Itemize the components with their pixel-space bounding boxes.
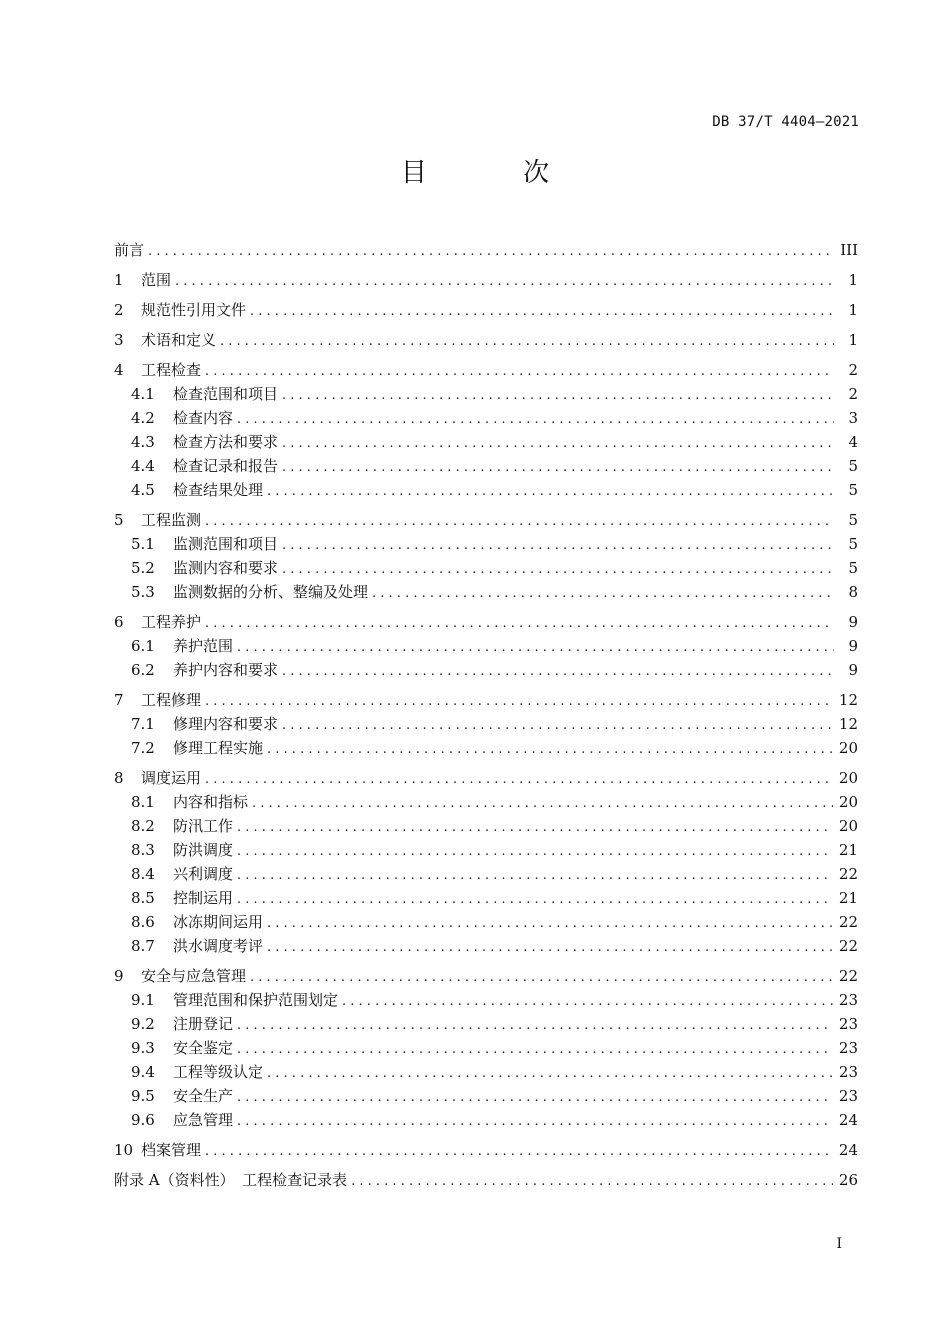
- toc-dot-leader: [282, 436, 834, 451]
- toc-dot-leader: [205, 514, 834, 529]
- toc-dot-leader: [205, 364, 834, 379]
- toc-entry[interactable]: [114, 1085, 858, 1109]
- toc-entry[interactable]: [114, 557, 858, 581]
- toc-entry-page: 12: [838, 691, 858, 709]
- toc-entry-label: 应急管理: [173, 1111, 234, 1129]
- toc-dot-leader: [267, 742, 833, 757]
- toc-entry-number: 7: [114, 691, 124, 709]
- toc-dot-leader: [342, 994, 833, 1009]
- toc-entry[interactable]: [114, 431, 858, 455]
- toc-entry-number: 6: [114, 613, 124, 631]
- toc-entry-number: 5.2: [131, 559, 155, 577]
- toc-entry[interactable]: [114, 1109, 858, 1133]
- toc-entry-page: 9: [848, 613, 858, 631]
- toc-entry-label: 监测范围和项目: [173, 535, 279, 553]
- toc-dot-leader: [282, 538, 834, 553]
- toc-entry-page: 26: [838, 1171, 858, 1189]
- toc-entry-page: 22: [838, 967, 858, 985]
- toc-entry-number: 6.1: [131, 637, 155, 655]
- toc-entry-number: 5.1: [131, 535, 155, 553]
- toc-entry-label: 调度运用: [141, 769, 202, 787]
- toc-entry-label: 冰冻期间运用: [173, 913, 264, 931]
- toc-entry-page: 23: [838, 1039, 858, 1057]
- toc-dot-leader: [267, 484, 834, 499]
- toc-dot-leader: [205, 1144, 833, 1159]
- toc-dot-leader: [205, 772, 833, 787]
- toc-entry-label: 规范性引用文件: [141, 301, 247, 319]
- toc-entry[interactable]: [114, 911, 858, 935]
- toc-entry[interactable]: [114, 689, 858, 713]
- toc-entry-number: 5: [114, 511, 124, 529]
- toc-entry[interactable]: [114, 767, 858, 791]
- toc-entry-page: 9: [848, 637, 858, 655]
- toc-entry-number: 8.1: [131, 793, 155, 811]
- toc-entry-label: 控制运用: [173, 889, 234, 907]
- toc-entry-number: 3: [114, 331, 124, 349]
- toc-entry-label: 安全与应急管理: [141, 967, 247, 985]
- toc-entry[interactable]: [114, 533, 858, 557]
- toc-entry-label: 养护范围: [173, 637, 234, 655]
- toc-entry[interactable]: [114, 239, 858, 263]
- toc-entry-label: 工程等级认定: [173, 1063, 264, 1081]
- toc-entry-number: 8.6: [131, 913, 155, 931]
- toc-dot-leader: [267, 916, 833, 931]
- toc-entry-label: 洪水调度考评: [173, 937, 264, 955]
- toc-entry-page: 1: [848, 301, 858, 319]
- toc-entry-page: 5: [848, 457, 858, 475]
- toc-dot-leader: [237, 1090, 833, 1105]
- toc-entry-number: 2: [114, 301, 124, 319]
- document-code: DB 37/T 4404—2021: [712, 114, 859, 130]
- toc-entry-label: 兴利调度: [173, 865, 234, 883]
- toc-entry-number: 9.5: [131, 1087, 155, 1105]
- toc-entry-page: III: [840, 241, 858, 259]
- toc-entry-number: 4.1: [131, 385, 155, 403]
- toc-entry-label: 范围: [141, 271, 172, 289]
- toc-dot-leader: [237, 820, 833, 835]
- toc-entry-label: 注册登记: [173, 1015, 234, 1033]
- toc-entry[interactable]: [114, 359, 858, 383]
- toc-entry[interactable]: [114, 713, 858, 737]
- toc-entry-label: 工程修理: [141, 691, 202, 709]
- toc-dot-leader: [250, 304, 834, 319]
- toc-dot-leader: [237, 868, 833, 883]
- table-of-contents: [114, 239, 858, 1193]
- toc-dot-leader: [237, 640, 834, 655]
- toc-entry[interactable]: [114, 1061, 858, 1085]
- toc-entry[interactable]: [114, 887, 858, 911]
- toc-entry-number: 9.3: [131, 1039, 155, 1057]
- toc-entry-number: 8.2: [131, 817, 155, 835]
- toc-dot-leader: [237, 412, 834, 427]
- toc-entry-page: 24: [838, 1141, 858, 1159]
- toc-entry-label: 养护内容和要求: [173, 661, 279, 679]
- toc-entry-label: 检查内容: [173, 409, 234, 427]
- toc-entry[interactable]: [114, 407, 858, 431]
- toc-entry-number: 9.2: [131, 1015, 155, 1033]
- toc-entry-number: 8.5: [131, 889, 155, 907]
- toc-dot-leader: [267, 940, 833, 955]
- toc-entry-page: 5: [848, 481, 858, 499]
- toc-entry-page: 12: [838, 715, 858, 733]
- toc-entry-number: 7.2: [131, 739, 155, 757]
- toc-dot-leader: [148, 244, 834, 259]
- toc-dot-leader: [252, 796, 833, 811]
- page-number: I: [836, 1236, 842, 1252]
- toc-entry-page: 20: [838, 793, 858, 811]
- toc-entry[interactable]: [114, 815, 858, 839]
- toc-dot-leader: [175, 274, 834, 289]
- toc-entry-page: 9: [848, 661, 858, 679]
- toc-entry-label: 修理内容和要求: [173, 715, 279, 733]
- toc-dot-leader: [237, 1042, 833, 1057]
- toc-entry-label: 防汛工作: [173, 817, 234, 835]
- toc-entry[interactable]: [114, 509, 858, 533]
- toc-entry-label: 检查范围和项目: [173, 385, 279, 403]
- toc-entry-label: 工程监测: [141, 511, 202, 529]
- toc-entry-label: 前言: [114, 241, 145, 259]
- toc-entry-page: 23: [838, 1063, 858, 1081]
- toc-entry-number: 4.5: [131, 481, 155, 499]
- toc-entry[interactable]: [114, 791, 858, 815]
- toc-entry[interactable]: [114, 1169, 858, 1193]
- toc-entry-page: 5: [848, 559, 858, 577]
- toc-dot-leader: [282, 388, 834, 403]
- toc-entry-number: 7.1: [131, 715, 155, 733]
- toc-entry-number: 9.6: [131, 1111, 155, 1129]
- toc-entry[interactable]: [114, 1013, 858, 1037]
- toc-entry-page: 5: [848, 535, 858, 553]
- toc-entry-label: 内容和指标: [173, 793, 249, 811]
- toc-entry-label: 修理工程实施: [173, 739, 264, 757]
- toc-entry-label: 附录 A（资料性） 工程检查记录表: [114, 1171, 348, 1189]
- toc-dot-leader: [282, 664, 834, 679]
- toc-entry-label: 档案管理: [141, 1141, 202, 1159]
- toc-dot-leader: [205, 616, 834, 631]
- toc-entry[interactable]: [114, 839, 858, 863]
- toc-entry-number: 4.4: [131, 457, 155, 475]
- toc-entry-page: 5: [848, 511, 858, 529]
- toc-entry-number: 8.7: [131, 937, 155, 955]
- toc-entry-page: 20: [838, 817, 858, 835]
- toc-dot-leader: [351, 1174, 833, 1189]
- toc-entry-page: 1: [848, 271, 858, 289]
- toc-entry[interactable]: [114, 329, 858, 353]
- toc-dot-leader: [372, 586, 834, 601]
- toc-entry[interactable]: [114, 611, 858, 635]
- toc-entry-number: 4.3: [131, 433, 155, 451]
- toc-entry-label: 工程检查: [141, 361, 202, 379]
- toc-entry-page: 20: [838, 739, 858, 757]
- toc-entry-number: 10: [114, 1141, 134, 1159]
- toc-entry[interactable]: [114, 635, 858, 659]
- toc-entry-page: 23: [838, 1087, 858, 1105]
- toc-entry-label: 检查结果处理: [173, 481, 264, 499]
- toc-entry[interactable]: [114, 965, 858, 989]
- toc-dot-leader: [282, 718, 833, 733]
- toc-entry-page: 2: [848, 385, 858, 403]
- toc-entry-number: 9: [114, 967, 124, 985]
- toc-dot-leader: [282, 562, 834, 577]
- toc-entry-label: 安全鉴定: [173, 1039, 234, 1057]
- toc-dot-leader: [250, 970, 833, 985]
- toc-entry-label: 安全生产: [173, 1087, 234, 1105]
- toc-entry-page: 8: [848, 583, 858, 601]
- toc-entry-page: 23: [838, 1015, 858, 1033]
- toc-dot-leader: [282, 460, 834, 475]
- toc-entry[interactable]: [114, 659, 858, 683]
- toc-entry-page: 21: [838, 889, 858, 907]
- toc-entry-number: 8: [114, 769, 124, 787]
- toc-entry[interactable]: [114, 581, 858, 605]
- toc-entry-page: 20: [838, 769, 858, 787]
- toc-entry[interactable]: [114, 737, 858, 761]
- toc-entry[interactable]: [114, 1139, 858, 1163]
- toc-entry[interactable]: [114, 1037, 858, 1061]
- toc-dot-leader: [237, 892, 833, 907]
- toc-entry-label: 检查方法和要求: [173, 433, 279, 451]
- toc-entry-number: 9.4: [131, 1063, 155, 1081]
- page-title: 目 次: [400, 158, 594, 188]
- toc-entry-number: 5.3: [131, 583, 155, 601]
- toc-entry-label: 检查记录和报告: [173, 457, 279, 475]
- toc-entry-label: 管理范围和保护范围划定: [173, 991, 339, 1009]
- toc-entry-page: 1: [848, 331, 858, 349]
- toc-entry-page: 2: [848, 361, 858, 379]
- toc-dot-leader: [267, 1066, 833, 1081]
- toc-entry-page: 22: [838, 865, 858, 883]
- toc-entry[interactable]: [114, 935, 858, 959]
- toc-entry-number: 1: [114, 271, 124, 289]
- toc-entry-page: 22: [838, 937, 858, 955]
- toc-entry-page: 23: [838, 991, 858, 1009]
- toc-entry-label: 监测内容和要求: [173, 559, 279, 577]
- toc-entry[interactable]: [114, 269, 858, 293]
- toc-dot-leader: [237, 1114, 833, 1129]
- toc-entry-number: 4: [114, 361, 124, 379]
- toc-entry[interactable]: [114, 383, 858, 407]
- toc-entry-page: 22: [838, 913, 858, 931]
- toc-dot-leader: [220, 334, 834, 349]
- toc-entry-number: 8.3: [131, 841, 155, 859]
- toc-entry-label: 防洪调度: [173, 841, 234, 859]
- toc-dot-leader: [237, 844, 833, 859]
- toc-entry[interactable]: [114, 299, 858, 323]
- toc-entry-number: 8.4: [131, 865, 155, 883]
- toc-dot-leader: [237, 1018, 833, 1033]
- toc-entry-number: 6.2: [131, 661, 155, 679]
- toc-entry-number: 4.2: [131, 409, 155, 427]
- toc-entry-page: 4: [848, 433, 858, 451]
- toc-entry-label: 工程养护: [141, 613, 202, 631]
- toc-entry[interactable]: [114, 479, 858, 503]
- toc-entry-page: 21: [838, 841, 858, 859]
- toc-entry[interactable]: [114, 455, 858, 479]
- toc-entry-page: 3: [848, 409, 858, 427]
- toc-dot-leader: [205, 694, 833, 709]
- toc-entry-label: 监测数据的分析、整编及处理: [173, 583, 369, 601]
- toc-entry-page: 24: [838, 1111, 858, 1129]
- toc-entry[interactable]: [114, 989, 858, 1013]
- toc-entry-number: 9.1: [131, 991, 155, 1009]
- toc-entry-label: 术语和定义: [141, 331, 217, 349]
- toc-entry[interactable]: [114, 863, 858, 887]
